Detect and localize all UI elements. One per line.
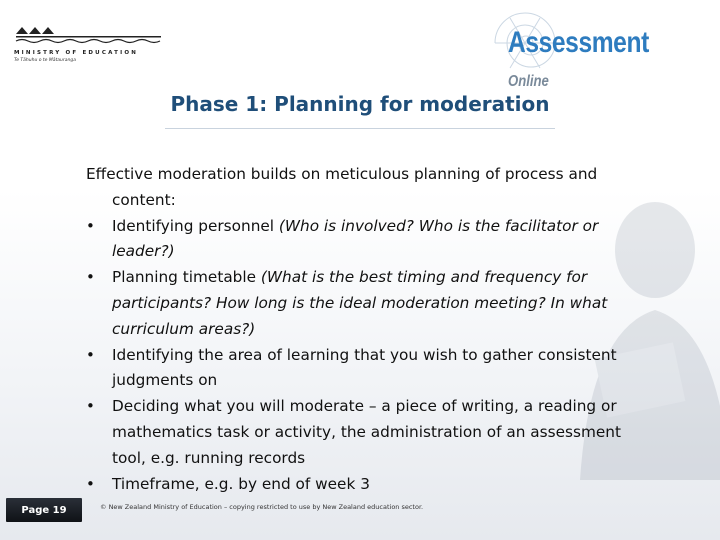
bullet-text: Identifying personnel — [112, 216, 279, 235]
bullet-italic-text: (Who is involved? Who is the facilitator or leader?) — [112, 216, 599, 261]
bullet-icon: • — [86, 397, 95, 416]
ministry-subtitle: Te Tāhuhu o te Mātauranga — [14, 58, 76, 63]
ministry-name: MINISTRY OF EDUCATION — [14, 50, 138, 56]
bullet-list — [86, 214, 646, 498]
bullet-item — [86, 214, 646, 266]
slide-body — [86, 162, 646, 497]
bullet-text: Timeframe, e.g. by end of week 3 — [112, 474, 370, 493]
bullet-icon: • — [86, 345, 95, 364]
brand-main-text: Assessment — [508, 26, 649, 59]
bullet-item — [86, 394, 646, 471]
copyright-notice: © New Zealand Ministry of Education – copying restricted to use by New Zealand education sector. — [100, 503, 424, 511]
bullet-text: Planning timetable — [112, 268, 261, 287]
bullet-item — [86, 472, 646, 498]
bullet-icon: • — [86, 268, 95, 287]
page-number-badge: Page 19 — [6, 498, 82, 522]
bullet-icon: • — [86, 474, 95, 493]
bullet-icon: • — [86, 216, 95, 235]
bullet-text: Identifying the area of learning that you wish to gather consistent judgments on — [112, 345, 617, 390]
slide-title: Phase 1: Planning for moderation — [170, 92, 550, 116]
bullet-italic-text: (What is the best timing and frequency for participants? How long is the ideal moderation meeting? In what curriculum areas?) — [112, 268, 608, 338]
brand-sub-text: Online — [508, 73, 549, 90]
bullet-item — [86, 343, 646, 395]
title-divider — [165, 128, 555, 129]
bullet-text: Deciding what you will moderate – a piece of writing, a reading or mathematics task or activity, the administration of an assessment tool, e.g. running records — [112, 397, 621, 467]
intro-paragraph: Effective moderation builds on meticulous planning of process and content: — [86, 165, 598, 209]
assessment-online-logo — [508, 26, 682, 94]
bullet-item — [86, 265, 646, 342]
